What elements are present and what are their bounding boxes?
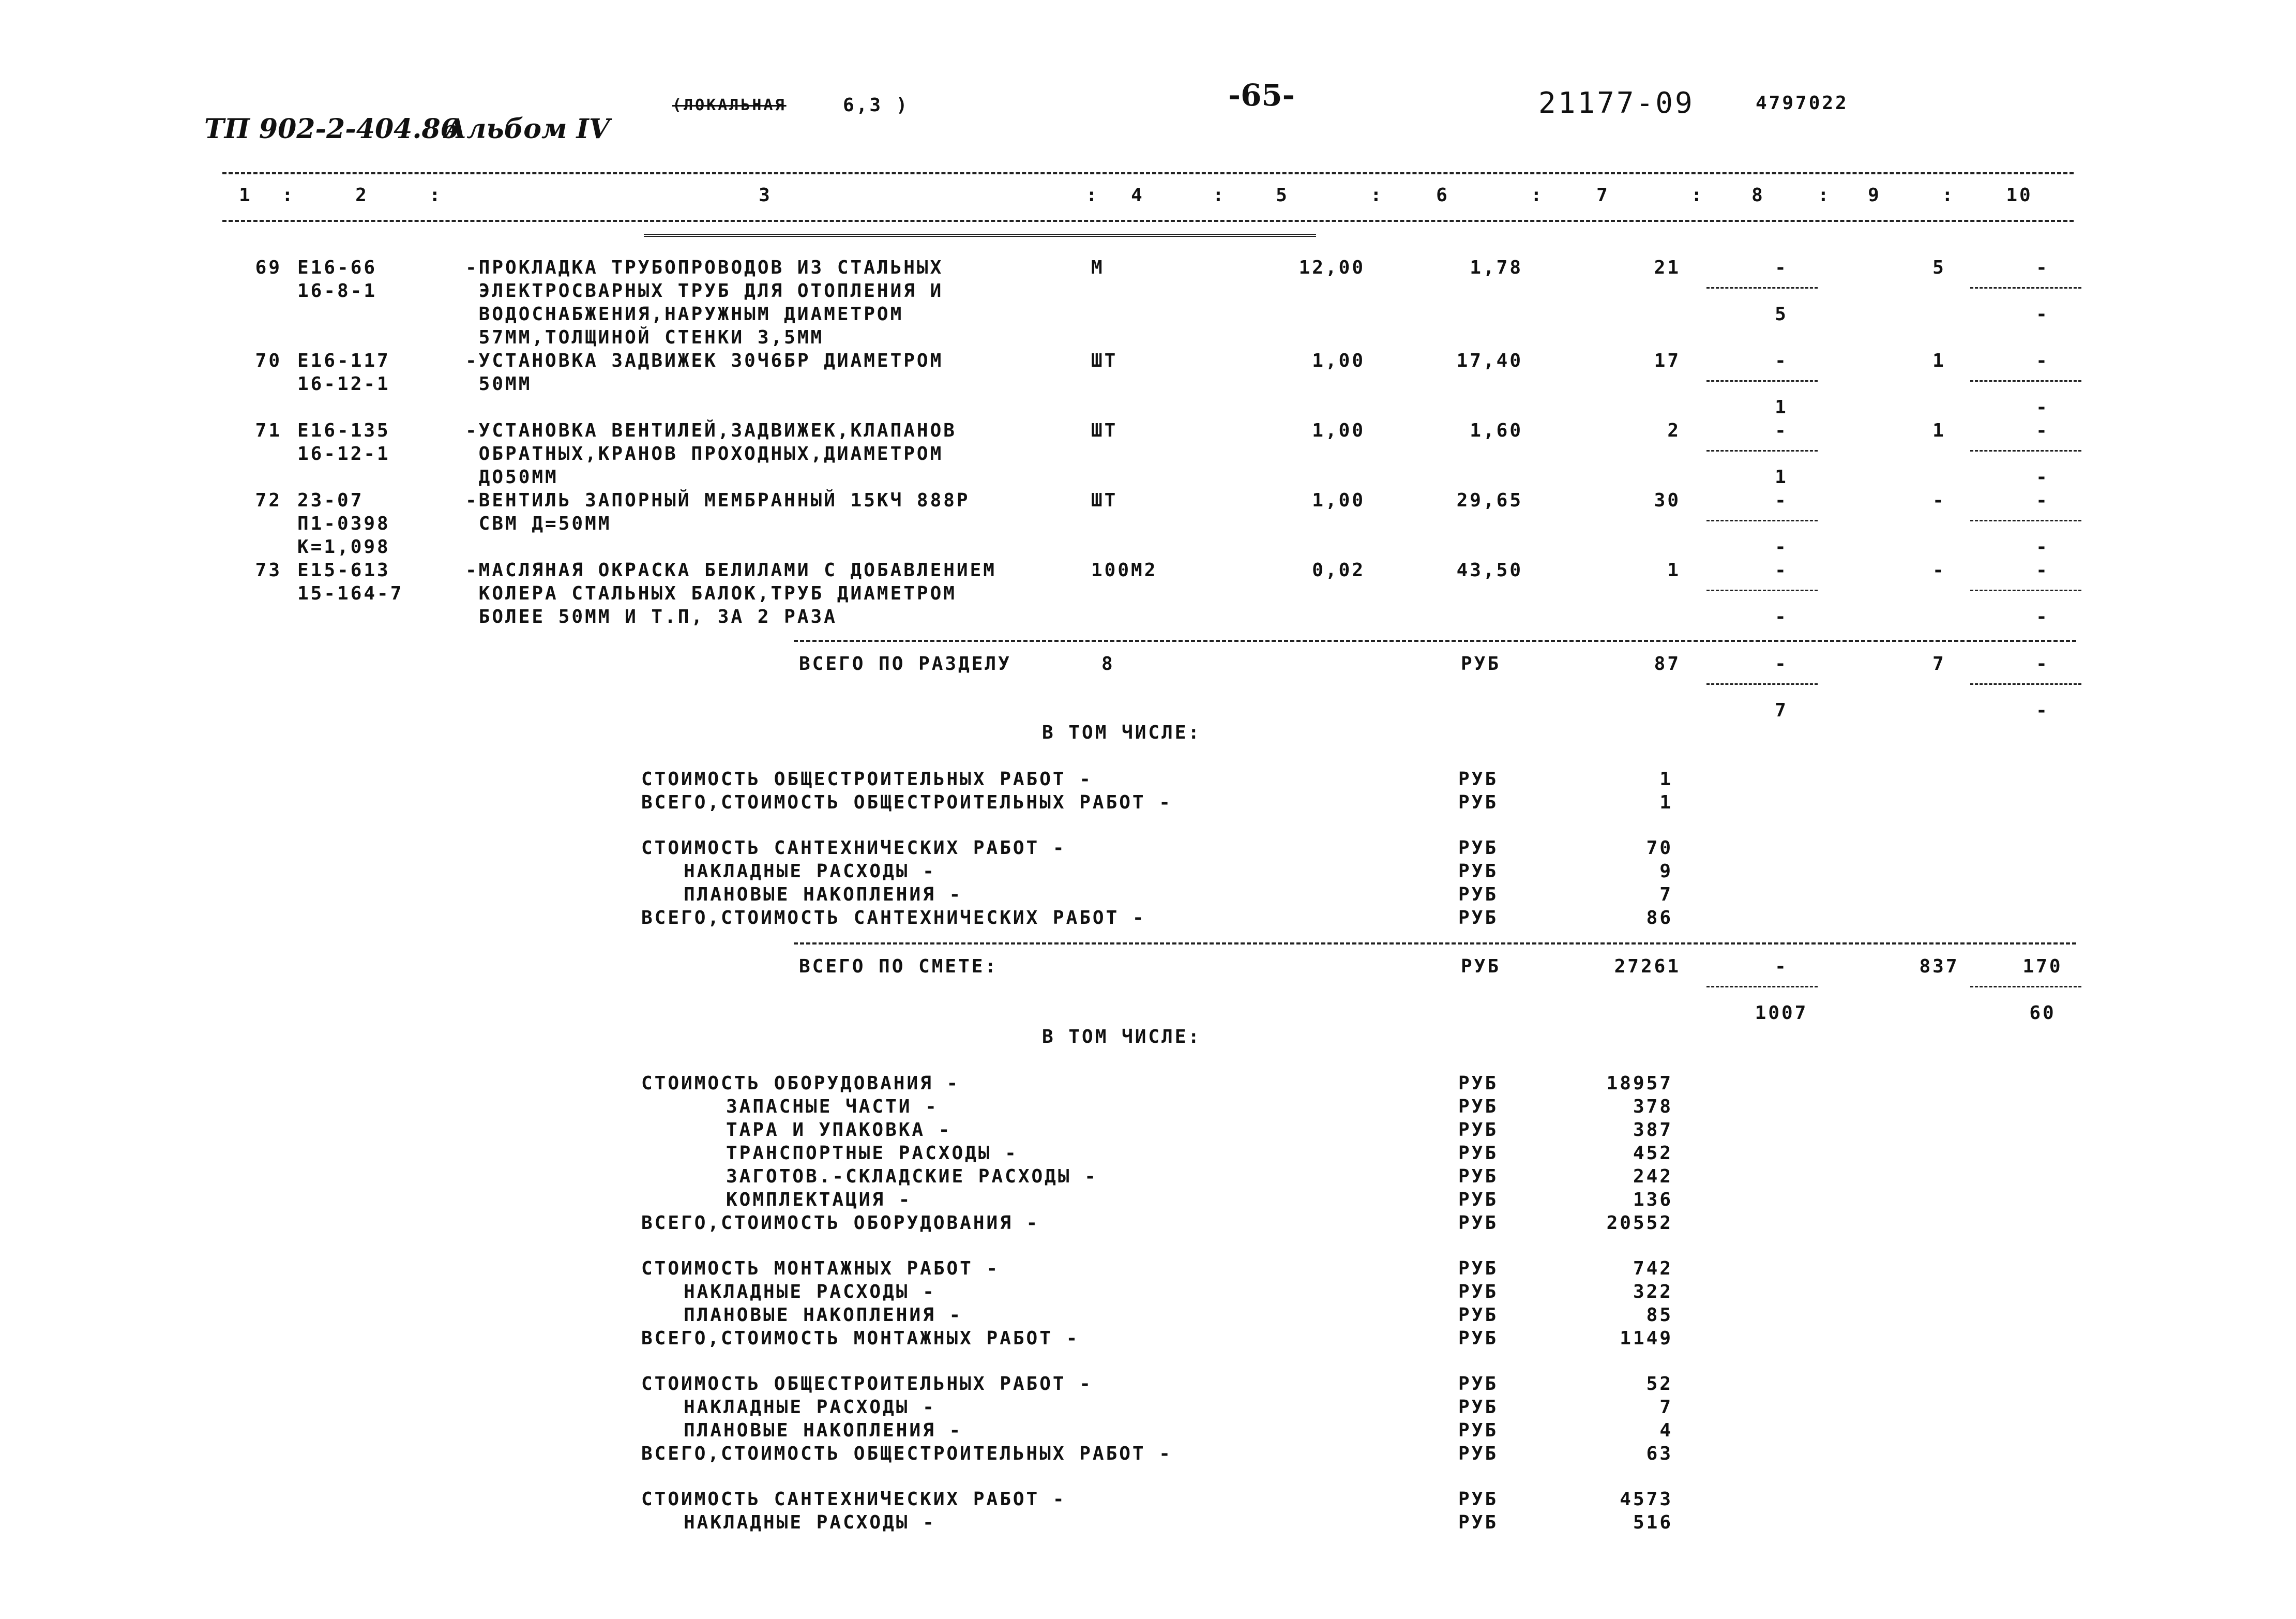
- breakdown-unit: РУБ: [1458, 792, 1499, 813]
- row-quantity: 12,00: [1298, 257, 1365, 278]
- row-quantity: 1,00: [1312, 350, 1365, 371]
- row-col10-bottom: -: [2036, 606, 2049, 627]
- row-description: ОБРАТНЫХ,КРАНОВ ПРОХОДНЫХ,ДИАМЕТРОМ: [465, 443, 944, 464]
- breakdown-unit: РУБ: [1458, 769, 1499, 790]
- breakdown-label: ЗАГОТОВ.-СКЛАДСКИЕ РАСХОДЫ -: [726, 1166, 1098, 1187]
- row-code: К=1,098: [297, 536, 390, 558]
- breakdown-label: ВСЕГО,СТОИМОСТЬ МОНТАЖНЫХ РАБОТ -: [641, 1328, 1080, 1349]
- breakdown-label: ВСЕГО,СТОИМОСТЬ ОБЩЕСТРОИТЕЛЬНЫХ РАБОТ -: [641, 792, 1172, 813]
- breakdown-label: НАКЛАДНЫЕ РАСХОДЫ -: [684, 861, 936, 882]
- row-description: 50ММ: [465, 373, 532, 395]
- struck-note: (ЛОКАЛЬНАЯ: [672, 96, 787, 114]
- row-code: П1-0398: [297, 513, 390, 534]
- breakdown-value: 7: [1659, 1397, 1673, 1418]
- row-description: ЭЛЕКТРОСВАРНЫХ ТРУБ ДЛЯ ОТОПЛЕНИЯ И: [465, 280, 944, 302]
- row-unit: ШТ: [1091, 350, 1118, 371]
- row-col8-rule: [1706, 520, 1818, 521]
- breakdown-value: 20552: [1606, 1212, 1673, 1234]
- section-total-col9: 7: [1932, 653, 1946, 674]
- column-separator: :: [1942, 185, 1955, 206]
- row-col10-top: -: [2036, 350, 2049, 371]
- row-price: 1,78: [1470, 257, 1523, 278]
- estimate-total-col8-bottom: 1007: [1755, 1002, 1808, 1024]
- breakdown-value: 9: [1659, 861, 1673, 882]
- row-col8-top: -: [1775, 350, 1788, 371]
- row-unit: ШТ: [1091, 420, 1118, 441]
- breakdown-label: НАКЛАДНЫЕ РАСХОДЫ -: [684, 1397, 936, 1418]
- header-bottom-rule: [222, 220, 2074, 222]
- row-col9: 1: [1932, 350, 1946, 371]
- row-code: 16-8-1: [297, 280, 377, 302]
- row-description: -МАСЛЯНАЯ ОКРАСКА БЕЛИЛАМИ С ДОБАВЛЕНИЕМ: [465, 560, 996, 581]
- breakdown-label: СТОИМОСТЬ ОБЩЕСТРОИТЕЛЬНЫХ РАБОТ -: [641, 769, 1093, 790]
- breakdown-value: 1149: [1620, 1328, 1673, 1349]
- breakdown-value: 4: [1659, 1420, 1673, 1441]
- row-col10-bottom: -: [2036, 467, 2049, 488]
- row-col10-bottom: -: [2036, 536, 2049, 558]
- row-description: БОЛЕЕ 50ММ И Т.П, ЗА 2 РАЗА: [465, 606, 837, 627]
- breakdown-unit: РУБ: [1458, 1305, 1499, 1326]
- row-col10-rule: [1970, 287, 2081, 289]
- breakdown-value: 4573: [1620, 1489, 1673, 1510]
- row-col8-bottom: -: [1775, 536, 1788, 558]
- estimate-total-label: ВСЕГО ПО СМЕТЕ:: [799, 956, 999, 977]
- column-header-3: 3: [759, 185, 772, 206]
- breakdown-label: ПЛАНОВЫЕ НАКОПЛЕНИЯ -: [684, 1305, 963, 1326]
- breakdown-label: ТАРА И УПАКОВКА -: [726, 1119, 952, 1141]
- header-top-rule: [222, 172, 2074, 174]
- breakdown-value: 387: [1633, 1119, 1673, 1141]
- row-price: 43,50: [1456, 560, 1523, 581]
- equals-rule: [644, 234, 1316, 237]
- breakdown-label: НАКЛАДНЫЕ РАСХОДЫ -: [684, 1281, 936, 1302]
- breakdown-value: 18957: [1606, 1073, 1673, 1094]
- breakdown-label: ВСЕГО,СТОИМОСТЬ САНТЕХНИЧЕСКИХ РАБОТ -: [641, 907, 1146, 928]
- row-code: 16-12-1: [297, 443, 390, 464]
- row-col10-bottom: -: [2036, 397, 2049, 418]
- breakdown-value: 1: [1659, 769, 1673, 790]
- breakdown-unit: РУБ: [1458, 1166, 1499, 1187]
- breakdown-value: 452: [1633, 1143, 1673, 1164]
- breakdown-label: ПЛАНОВЫЕ НАКОПЛЕНИЯ -: [684, 1420, 963, 1441]
- row-col8-bottom: 5: [1775, 304, 1788, 325]
- estimate-total-col10-bottom: 60: [2029, 1002, 2056, 1024]
- estimate-total-col9: 837: [1919, 956, 1959, 977]
- section-total-unit: РУБ: [1461, 653, 1501, 674]
- breakdown-label: НАКЛАДНЫЕ РАСХОДЫ -: [684, 1512, 936, 1533]
- breakdown-value: 378: [1633, 1096, 1673, 1117]
- breakdown-unit: РУБ: [1458, 1373, 1499, 1395]
- breakdown-label: ПЛАНОВЫЕ НАКОПЛЕНИЯ -: [684, 884, 963, 905]
- breakdown-unit: РУБ: [1458, 1420, 1499, 1441]
- breakdown-unit: РУБ: [1458, 1143, 1499, 1164]
- row-code: Е16-135: [297, 420, 390, 441]
- row-unit: М: [1091, 257, 1105, 278]
- column-separator: :: [1691, 185, 1704, 206]
- breakdown-label: ВСЕГО,СТОИМОСТЬ ОБОРУДОВАНИЯ -: [641, 1212, 1040, 1234]
- breakdown-label: СТОИМОСТЬ ОБОРУДОВАНИЯ -: [641, 1073, 960, 1094]
- breakdown-label: СТОИМОСТЬ ОБЩЕСТРОИТЕЛЬНЫХ РАБОТ -: [641, 1373, 1093, 1395]
- breakdown-unit: РУБ: [1458, 1073, 1499, 1094]
- row-col10-rule: [1970, 590, 2081, 591]
- row-quantity: 1,00: [1312, 490, 1365, 511]
- row-number: 71: [255, 420, 282, 441]
- breakdown-value: 136: [1633, 1189, 1673, 1210]
- column-header-8: 8: [1751, 185, 1765, 206]
- row-description: -ПРОКЛАДКА ТРУБОПРОВОДОВ ИЗ СТАЛЬНЫХ: [465, 257, 944, 278]
- breakdown-unit: РУБ: [1458, 907, 1499, 928]
- row-col8-bottom: -: [1775, 606, 1788, 627]
- estimate-total-col10-top: 170: [2022, 956, 2063, 977]
- breakdown-label: ЗАПАСНЫЕ ЧАСТИ -: [726, 1096, 939, 1117]
- breakdown-unit: РУБ: [1458, 1258, 1499, 1279]
- row-number: 72: [255, 490, 282, 511]
- breakdown-value: 52: [1646, 1373, 1673, 1395]
- breakdown-value: 7: [1659, 884, 1673, 905]
- row-number: 69: [255, 257, 282, 278]
- breakdown-unit: РУБ: [1458, 1212, 1499, 1234]
- row-code: Е16-66: [297, 257, 377, 278]
- breakdown-unit: РУБ: [1458, 861, 1499, 882]
- row-col8-rule: [1706, 450, 1818, 452]
- row-number: 70: [255, 350, 282, 371]
- section-total-col8-bottom: 7: [1775, 700, 1788, 721]
- column-separator: :: [282, 185, 295, 206]
- doc-code: ТП 902-2-404.86: [204, 113, 459, 145]
- row-col9: -: [1932, 490, 1946, 511]
- row-col8-top: -: [1775, 560, 1788, 581]
- breakdown-value: 63: [1646, 1443, 1673, 1464]
- breakdown-value: 322: [1633, 1281, 1673, 1302]
- section-total-col10-rule: [1970, 683, 2081, 685]
- breakdown-value: 742: [1633, 1258, 1673, 1279]
- row-col8-top: -: [1775, 257, 1788, 278]
- page-number: -65-: [1228, 78, 1295, 113]
- row-col8-rule: [1706, 287, 1818, 289]
- column-header-10: 10: [2006, 185, 2033, 206]
- section-number: 8: [1101, 653, 1115, 674]
- row-price: 17,40: [1456, 350, 1523, 371]
- column-separator: :: [1086, 185, 1099, 206]
- estimate-total-col8-top: -: [1775, 956, 1788, 977]
- breakdown-label: ТРАНСПОРТНЫЕ РАСХОДЫ -: [726, 1143, 1018, 1164]
- column-header-4: 4: [1131, 185, 1144, 206]
- breakdown-label: СТОИМОСТЬ САНТЕХНИЧЕСКИХ РАБОТ -: [641, 837, 1066, 859]
- row-col8-top: -: [1775, 420, 1788, 441]
- breakdown-label: ВСЕГО,СТОИМОСТЬ ОБЩЕСТРОИТЕЛЬНЫХ РАБОТ -: [641, 1443, 1172, 1464]
- row-total: 21: [1654, 257, 1681, 278]
- row-total: 17: [1654, 350, 1681, 371]
- breakdown-value: 242: [1633, 1166, 1673, 1187]
- section-total-col10-top: -: [2036, 653, 2049, 674]
- row-quantity: 0,02: [1312, 560, 1365, 581]
- column-separator: :: [429, 185, 443, 206]
- section-incl-label: В ТОМ ЧИСЛЕ:: [1042, 722, 1202, 743]
- row-unit: 100М2: [1091, 560, 1158, 581]
- breakdown-unit: РУБ: [1458, 1397, 1499, 1418]
- column-header-5: 5: [1276, 185, 1289, 206]
- row-col8-rule: [1706, 380, 1818, 382]
- breakdown-unit: РУБ: [1458, 1489, 1499, 1510]
- row-code: 16-12-1: [297, 373, 390, 395]
- breakdown-value: 85: [1646, 1305, 1673, 1326]
- row-unit: ШТ: [1091, 490, 1118, 511]
- estimate-total-col8-rule: [1706, 986, 1818, 987]
- column-header-2: 2: [355, 185, 369, 206]
- row-code: 23-07: [297, 490, 364, 511]
- estimate-total-col10-rule: [1970, 986, 2081, 987]
- column-header-6: 6: [1436, 185, 1449, 206]
- estimate-total-value: 27261: [1614, 956, 1681, 977]
- row-description: ДО50ММ: [465, 467, 558, 488]
- row-col8-top: -: [1775, 490, 1788, 511]
- row-col10-top: -: [2036, 257, 2049, 278]
- breakdown-value: 86: [1646, 907, 1673, 928]
- ref-number: 21177-09: [1538, 86, 1695, 120]
- row-col9: -: [1932, 560, 1946, 581]
- estimate-total-unit: РУБ: [1461, 956, 1501, 977]
- row-col10-top: -: [2036, 490, 2049, 511]
- row-description: 57ММ,ТОЛЩИНОЙ СТЕНКИ 3,5ММ: [465, 327, 824, 348]
- row-col10-top: -: [2036, 560, 2049, 581]
- section-total-col10-bottom: -: [2036, 700, 2049, 721]
- column-header-7: 7: [1596, 185, 1610, 206]
- row-description: -УСТАНОВКА ЗАДВИЖЕК 30Ч6БР ДИАМЕТРОМ: [465, 350, 944, 371]
- breakdown-unit: РУБ: [1458, 1512, 1499, 1533]
- row-col8-rule: [1706, 590, 1818, 591]
- column-separator: :: [1213, 185, 1226, 206]
- row-col10-rule: [1970, 380, 2081, 382]
- estimate-incl-label: В ТОМ ЧИСЛЕ:: [1042, 1026, 1202, 1047]
- breakdown-unit: РУБ: [1458, 1189, 1499, 1210]
- breakdown-value: 70: [1646, 837, 1673, 859]
- row-number: 73: [255, 560, 282, 581]
- row-code: Е15-613: [297, 560, 390, 581]
- row-col10-rule: [1970, 450, 2081, 452]
- breakdown-label: КОМПЛЕКТАЦИЯ -: [726, 1189, 912, 1210]
- row-col8-bottom: 1: [1775, 397, 1788, 418]
- row-quantity: 1,00: [1312, 420, 1365, 441]
- row-description: КОЛЕРА СТАЛЬНЫХ БАЛОК,ТРУБ ДИАМЕТРОМ: [465, 583, 957, 604]
- breakdown-unit: РУБ: [1458, 1281, 1499, 1302]
- row-col8-bottom: 1: [1775, 467, 1788, 488]
- row-col10-top: -: [2036, 420, 2049, 441]
- row-description: СВМ Д=50ММ: [465, 513, 612, 534]
- row-total: 1: [1667, 560, 1681, 581]
- row-description: -ВЕНТИЛЬ ЗАПОРНЫЙ МЕМБРАННЫЙ 15КЧ 888Р: [465, 490, 970, 511]
- breakdown-unit: РУБ: [1458, 1096, 1499, 1117]
- album-label: Альбом IV: [445, 113, 610, 145]
- breakdown-value: 516: [1633, 1512, 1673, 1533]
- row-price: 29,65: [1456, 490, 1523, 511]
- column-header-9: 9: [1868, 185, 1881, 206]
- breakdown-unit: РУБ: [1458, 1443, 1499, 1464]
- row-description: ВОДОСНАБЖЕНИЯ,НАРУЖНЫМ ДИАМЕТРОМ: [465, 304, 904, 325]
- breakdown-label: СТОИМОСТЬ САНТЕХНИЧЕСКИХ РАБОТ -: [641, 1489, 1066, 1510]
- row-total: 2: [1667, 420, 1681, 441]
- breakdown-unit: РУБ: [1458, 837, 1499, 859]
- section-total-value: 87: [1654, 653, 1681, 674]
- breakdown-unit: РУБ: [1458, 884, 1499, 905]
- column-separator: :: [1531, 185, 1544, 206]
- column-header-1: 1: [239, 185, 252, 206]
- breakdown-label: СТОИМОСТЬ МОНТАЖНЫХ РАБОТ -: [641, 1258, 1000, 1279]
- row-col10-rule: [1970, 520, 2081, 521]
- breakdown-value: 1: [1659, 792, 1673, 813]
- row-description: -УСТАНОВКА ВЕНТИЛЕЙ,ЗАДВИЖЕК,КЛАПАНОВ: [465, 420, 957, 441]
- row-col10-bottom: -: [2036, 304, 2049, 325]
- id-number: 4797022: [1756, 93, 1849, 114]
- row-code: Е16-117: [297, 350, 390, 371]
- row-price: 1,60: [1470, 420, 1523, 441]
- column-separator: :: [1818, 185, 1831, 206]
- breakdown-unit: РУБ: [1458, 1119, 1499, 1141]
- section-note: 6,3 ): [843, 95, 910, 116]
- row-col9: 1: [1932, 420, 1946, 441]
- row-code: 15-164-7: [297, 583, 404, 604]
- row-col9: 5: [1932, 257, 1946, 278]
- section-total-col8-rule: [1706, 683, 1818, 685]
- column-separator: :: [1370, 185, 1384, 206]
- breakdown-unit: РУБ: [1458, 1328, 1499, 1349]
- section-rule: [794, 640, 2076, 642]
- section-total-label: ВСЕГО ПО РАЗДЕЛУ: [799, 653, 1011, 674]
- row-total: 30: [1654, 490, 1681, 511]
- section-total-col8-top: -: [1775, 653, 1788, 674]
- estimate-rule: [794, 942, 2076, 945]
